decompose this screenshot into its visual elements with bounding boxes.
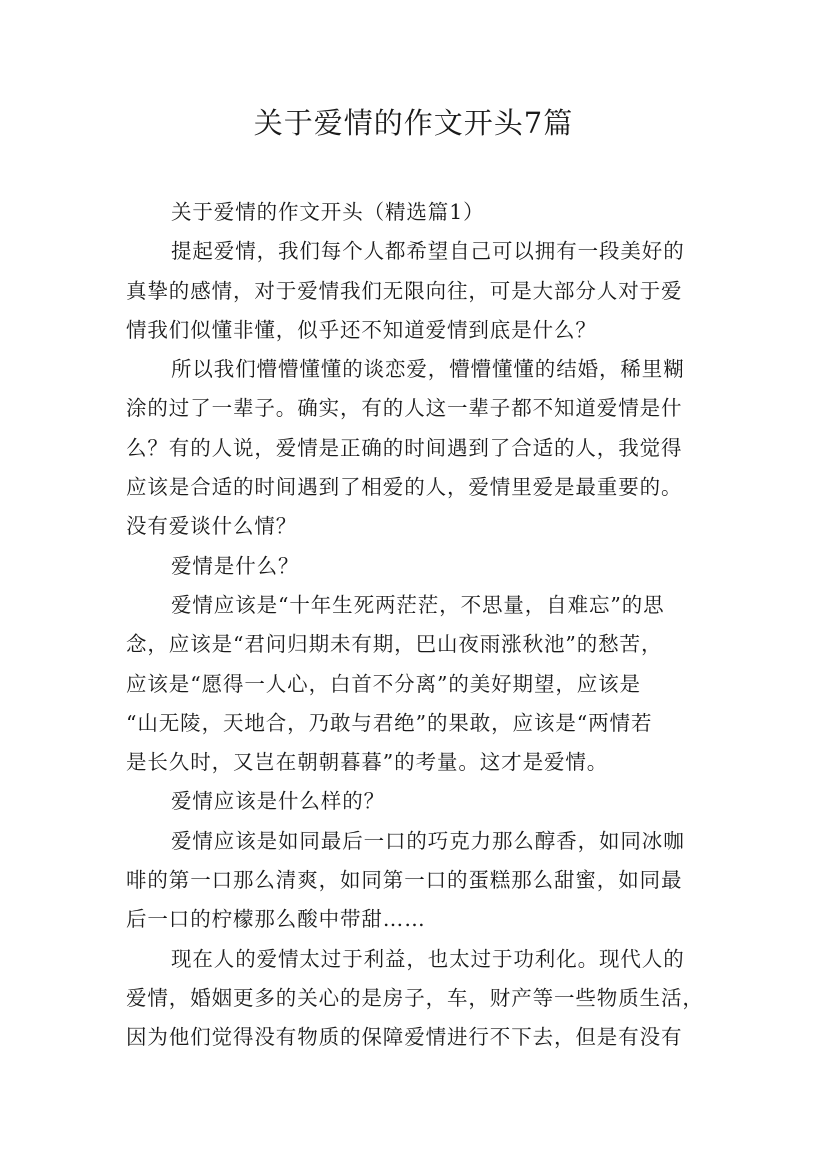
text-line: 提起爱情，我们每个人都希望自己可以拥有一段美好的 <box>171 239 685 264</box>
text-line: 爱情应该是什么样的？ <box>171 789 385 814</box>
text-line: 是长久时，又岂在朝朝暮暮”的考量。这才是爱情。 <box>126 750 609 775</box>
text-line: 没有爱谈什么情？ <box>126 514 298 539</box>
text-line: 现在人的爱情太过于利益，也太过于功利化。现代人的 <box>171 946 685 971</box>
document-title: 关于爱情的作文开头7篇 <box>253 106 574 140</box>
text-line: 因为他们觉得没有物质的保障爱情进行不下去，但是有没有 <box>126 1025 683 1050</box>
text-line: 真挚的感情，对于爱情我们无限向往，可是大部分人对于爱 <box>126 278 683 303</box>
text-line: 后一口的柠檬那么酸中带甜…… <box>126 907 426 932</box>
text-line: 情我们似懂非懂，似乎还不知道爱情到底是什么？ <box>126 317 597 342</box>
text-line: “山无陵，天地合，乃敢与君绝”的果敢，应该是“两情若 <box>126 710 653 735</box>
text-line: 关于爱情的作文开头（精选篇1） <box>171 200 485 224</box>
document-body <box>126 193 714 1058</box>
text-line: 爱情应该是如同最后一口的巧克力那么醇香，如同冰咖 <box>171 828 685 853</box>
text-line: 爱情是什么？ <box>171 553 300 578</box>
text-line: 应该是“愿得一人心，白首不分离”的美好期望，应该是 <box>126 671 641 696</box>
text-line: 爱情应该是“十年生死两茫茫，不思量，自难忘”的思 <box>171 592 665 617</box>
text-line: 所以我们懵懵懂懂的谈恋爱，懵懵懂懂的结婚，稀里糊 <box>171 357 685 382</box>
text-line: 念，应该是“君问归期未有期，巴山夜雨涨秋池”的愁苦， <box>126 632 663 657</box>
text-line: 爱情，婚姻更多的关心的是房子，车，财产等一些物质生活， <box>126 985 704 1010</box>
text-line: 么？有的人说，爱情是正确的时间遇到了合适的人，我觉得 <box>126 435 683 460</box>
text-line: 应该是合适的时间遇到了相爱的人，爱情里爱是最重要的。 <box>126 475 683 500</box>
text-line: 涂的过了一辈子。确实，有的人这一辈子都不知道爱情是什 <box>126 396 683 421</box>
text-line: 啡的第一口那么清爽，如同第一口的蛋糕那么甜蜜，如同最 <box>126 868 683 893</box>
